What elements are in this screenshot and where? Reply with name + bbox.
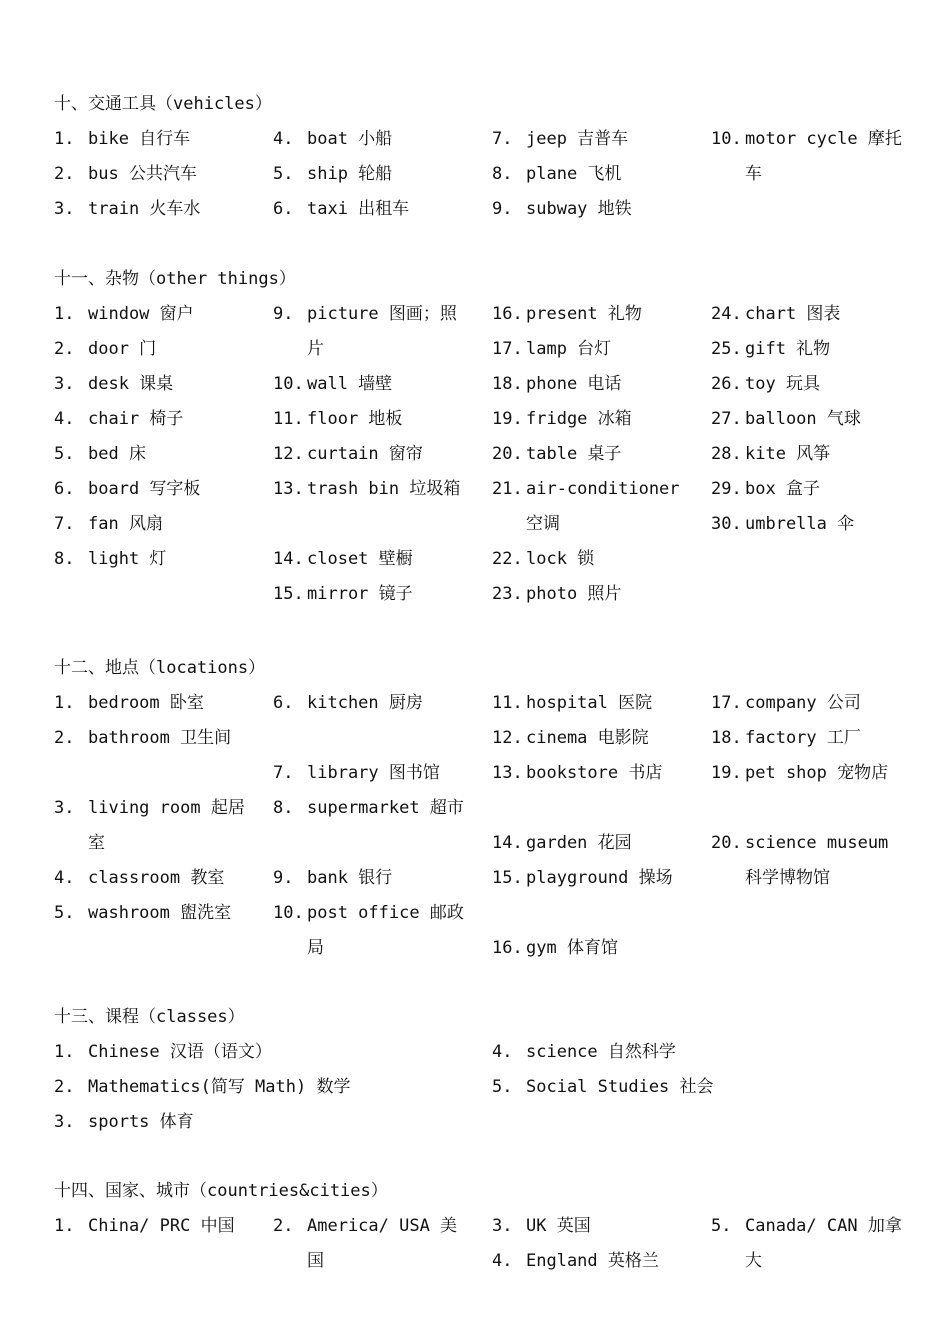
vocabulary-document: 十、交通工具（vehicles） 1. bike 自行车 2. bus 公共汽车 3. train 火车水 4. boat 小船 5. ship 轮船 6. taxi 出租车 7. jeep 吉普车 8. plane 飞机 9. subway 地铁 10. motor cycle 摩托车 十一、杂物（other things） 1. window 窗户 2. door 门 3. desk 课桌 4. chair 椅子 5. bed 床 6. board 写字板 7. fan 风扇 8. light 灯 9. picture 图画；照片 10. wall 墙壁 11. floor 地板 12. curtain 窗帘 13. trash bin 垃圾箱 14. closet 壁橱 15. mirror 镜子 16. present 礼物 17. lamp 台灯 18. phone 电话 19. fridge 冰箱 20. table 桌子 21. air-conditioner 空调 22. lock 锁 23. photo 照片 24. chart 图表 25. gift 礼物 26. toy 玩具 27. balloon 气球 28. kite 风筝 29. box 盒子 30. umbrella 伞 十二、地点（locations） 1. bedroom 卧室 2. bathroom 卫生间 3. living room 起居室 4. classroom 教室 5. washroom 盥洗室 6. kitchen 厨房 7. library 图书馆 8. supermarket 超市 9. bank 银行 10. post office 邮政局 11. hospital 医院 12. cinema 电影院 13. bookstore 书店 14. garden 花园 15. playground 操场 16. gym 体育馆 17. company 公司 18. factory 工厂 19. pet shop 宠物店 20. science museum 科学博物馆 十三、课程（classes） 1. Chinese 汉语（语文） 2. Mathematics(简写 Math) 数学 3. sports 体育 4. science 自然科学 5. Social Studies 社会 十四、国家、城市（countries&cities） 1. China/ PRC 中国 2. America/ USA 美国 3. UK 英国 4. England 英格兰 5. Canada/ CAN 加拿大 <box>0 0 950 1344</box>
section-heading-classes: 十三、课程（classes） <box>54 1007 245 1027</box>
section-heading-other-things: 十一、杂物（other things） <box>54 269 296 289</box>
section-heading-countries-cities: 十四、国家、城市（countries&cities） <box>54 1181 388 1201</box>
section-heading-vehicles: 十、交通工具（vehicles） <box>54 94 272 114</box>
section-heading-locations: 十二、地点（locations） <box>54 658 266 678</box>
